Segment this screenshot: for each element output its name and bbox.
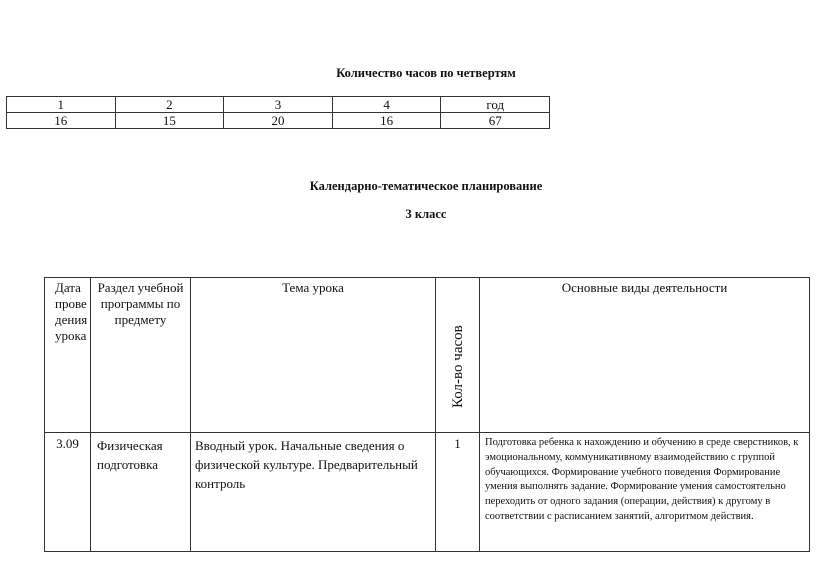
theme-column-header: Тема урока: [191, 278, 436, 433]
activities-column-header: Основные виды деятельности: [480, 278, 810, 433]
quarters-header-row: [7, 97, 550, 113]
plan-header-row: [45, 278, 810, 433]
quarters-table: [6, 96, 550, 129]
year-value: 67: [441, 113, 550, 129]
hours-column-label: Кол-во часов: [449, 325, 466, 408]
quarter-header: 4: [332, 97, 441, 113]
lesson-date: 3.09: [45, 433, 91, 552]
plan-title: Календарно-тематическое планирование: [309, 179, 543, 193]
quarters-title: Количество часов по четвертям: [336, 66, 516, 80]
quarters-values-row: [7, 113, 550, 129]
quarter-header: 3: [224, 97, 333, 113]
quarter-value: 20: [224, 113, 333, 129]
quarter-value: 15: [115, 113, 224, 129]
lesson-section: Физическая подготовка: [91, 433, 191, 552]
plan-table: [44, 277, 810, 552]
lesson-activities: Подготовка ребенка к нахождению и обучению в среде сверстников, к эмоциональному, коммуникативному взаимодействию с группой обучающихся. Формирование учебного поведения Формирование умения выполнять задание. Формирование умения самостоятельно переходить от одного задания (операции, действия) к другому в соответствии с расписанием занятий, алгоритмом действия.: [480, 433, 810, 552]
grade-label: 3 класс: [405, 207, 447, 221]
quarter-value: 16: [332, 113, 441, 129]
quarter-header: 1: [7, 97, 116, 113]
hours-column-header: [436, 278, 480, 433]
quarter-value: 16: [7, 113, 116, 129]
table-row: [45, 433, 810, 552]
date-column-header: Дата проведения урока: [45, 278, 91, 433]
lesson-hours: 1: [436, 433, 480, 552]
lesson-theme: Вводный урок. Начальные сведения о физической культуре. Предварительный контроль: [191, 433, 436, 552]
quarter-header: 2: [115, 97, 224, 113]
section-column-header: Раздел учебной программы по предмету: [91, 278, 191, 433]
year-header: год: [441, 97, 550, 113]
